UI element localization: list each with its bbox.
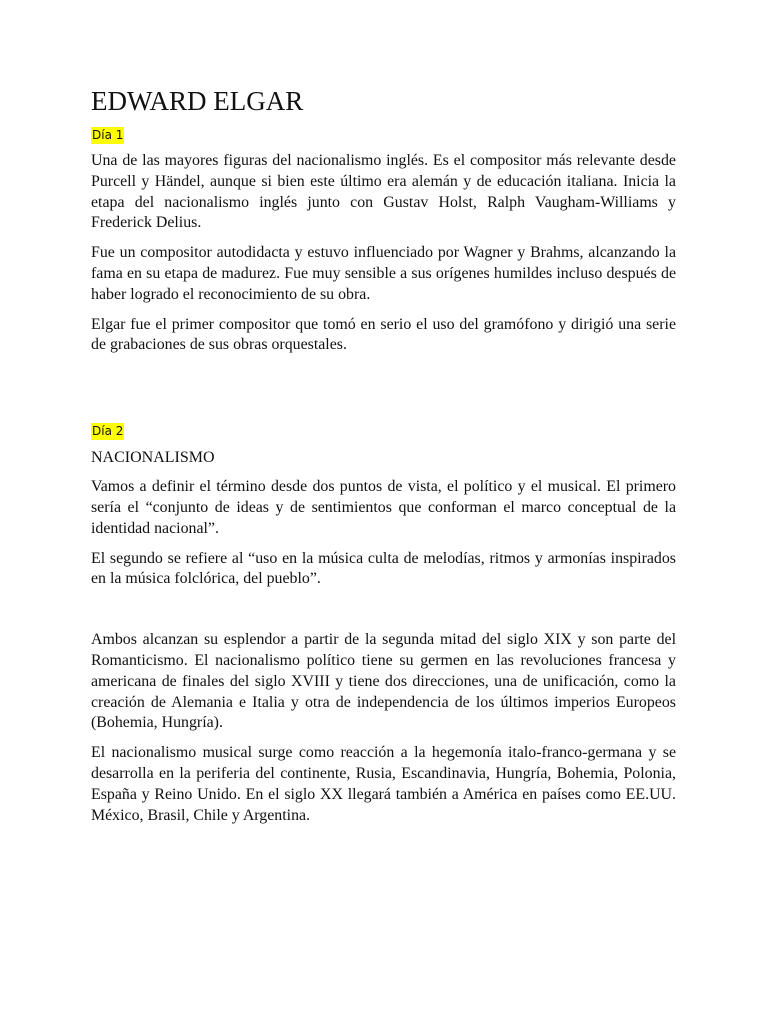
day1-paragraph-2: Fue un compositor autodidacta y estuvo influenciado por Wagner y Brahms, alcanzando la fama en su etapa de madurez. Fue muy sensible a sus orígenes humildes incluso después de haber logrado el reconocimiento de su obra.: [91, 244, 676, 303]
section-heading: NACIONALISMO: [91, 449, 215, 467]
day1-paragraph-1: Una de las mayores figuras del nacionalismo inglés. Es el compositor más relevante desde Purcell y Händel, aunque si bien este último era alemán y de educación italiana. Inicia la etapa del nacionalismo inglés junto con Gustav Holst, Ralph Vaugham-Williams y Frederick Delius.: [91, 152, 676, 232]
document-body: [91, 84, 676, 835]
day1-paragraph-3: Elgar fue el primer compositor que tomó en serio el uso del gramófono y dirigió una serie de grabaciones de sus obras orquestales.: [91, 315, 676, 354]
day2-paragraph-4: El nacionalismo musical surge como reacción a la hegemonía italo-franco-germana y se desarrolla en la periferia del continente, Rusia, Escandinavia, Hungría, Bohemia, Polonia, España y Reino Unido. En el siglo XX llegará también a América en países como EE.UU. México, Brasil, Chile y Argentina.: [91, 744, 676, 824]
day2-paragraph-2: El segundo se refiere al “uso en la música culta de melodías, ritmos y armonías inspirados en la música folclórica, del pueblo”.: [91, 549, 676, 588]
day2-tag-row: [91, 421, 676, 438]
day1-tag-row: [91, 125, 676, 142]
page-title: EDWARD ELGAR: [91, 86, 304, 116]
day2-paragraph-1: Vamos a definir el término desde dos puntos de vista, el político y el musical. El primero sería el “conjunto de ideas y de sentimientos que conforman el marco conceptual de la identidad nacional”.: [91, 478, 676, 537]
day2-tag: Día 2: [92, 424, 124, 439]
paragraph-spacer: [91, 599, 676, 630]
day2-paragraph-3: Ambos alcanzan su esplendor a partir de la segunda mitad del siglo XIX y son parte del Romanticismo. El nacionalismo político tiene su germen en las revoluciones francesa y americana de finales del siglo XVIII y tiene dos direcciones, una de unificación, como la creación de Alemania e Italia y otra de independencia de los últimos imperios Europeos (Bohemia, Hungría).: [91, 631, 676, 732]
day1-tag: Día 1: [92, 128, 124, 142]
section-spacer: [91, 365, 676, 421]
